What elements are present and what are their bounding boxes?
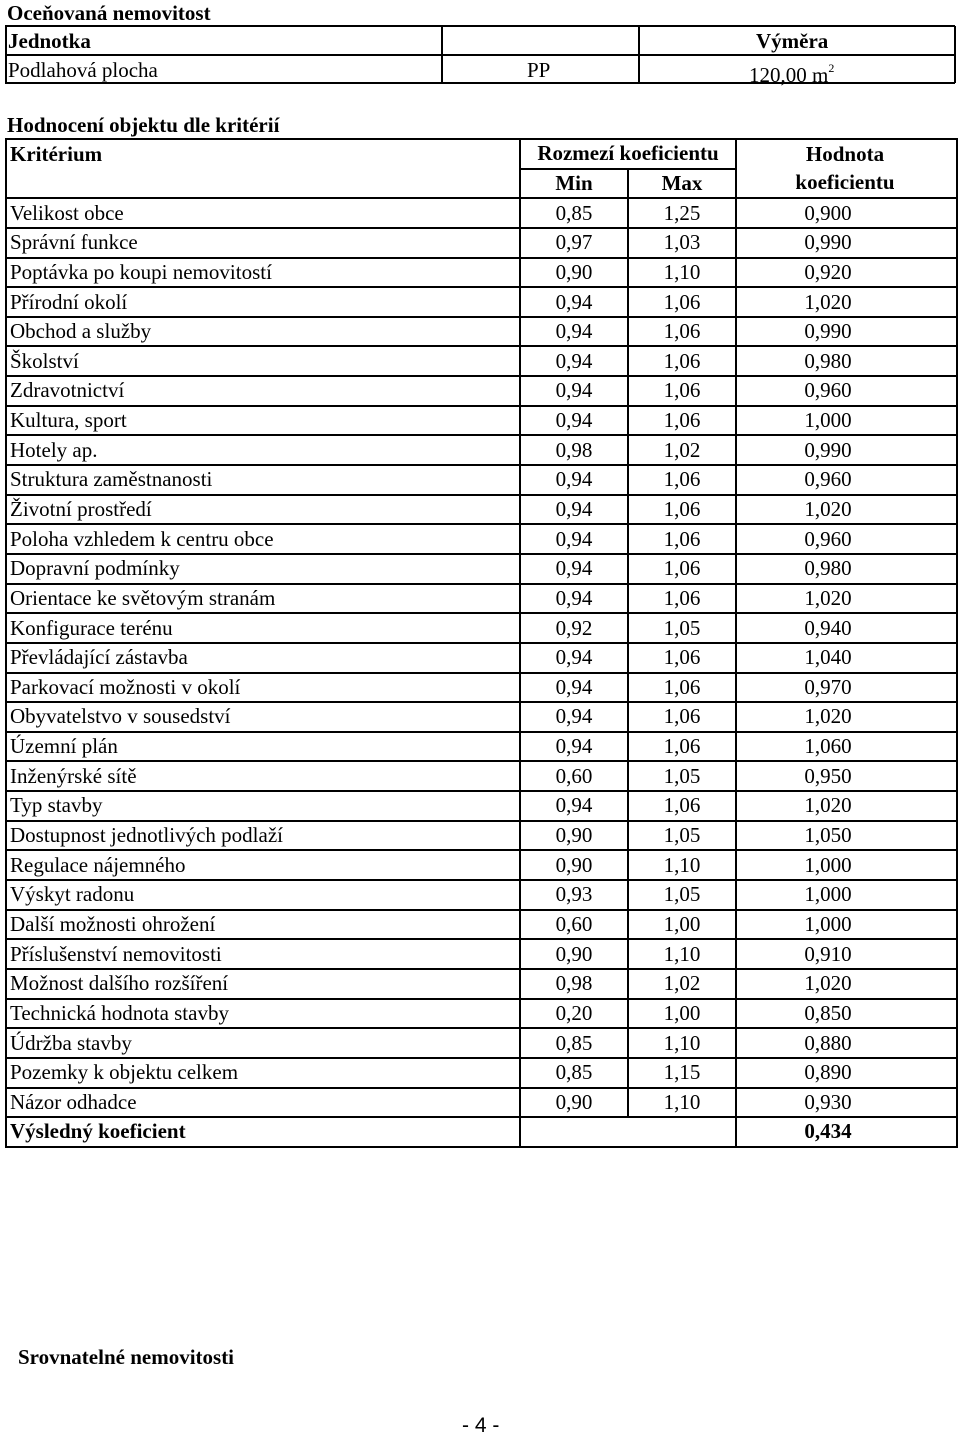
criterion-min: 0,20	[520, 999, 628, 1029]
header-unit: Jednotka	[8, 29, 91, 53]
criterion-value: 1,020	[736, 702, 957, 732]
table-row	[6, 761, 957, 791]
criterion-max: 1,02	[628, 435, 736, 465]
table-row	[6, 732, 957, 762]
table-border	[5, 26, 7, 83]
criterion-max: 1,10	[628, 1088, 736, 1118]
criterion-max: 1,06	[628, 554, 736, 584]
criterion-min: 0,90	[520, 258, 628, 288]
criterion-min: 0,94	[520, 554, 628, 584]
criterion-max: 1,06	[628, 376, 736, 406]
criterion-min: 0,94	[520, 524, 628, 554]
criterion-value: 0,970	[736, 673, 957, 703]
criterion-name: Kultura, sport	[6, 406, 520, 436]
table-row	[6, 287, 957, 317]
criterion-max: 1,06	[628, 317, 736, 347]
criterion-name: Obyvatelstvo v sousedství	[6, 702, 520, 732]
criterion-name: Pozemky k objektu celkem	[6, 1058, 520, 1088]
table-border	[638, 26, 640, 83]
criterion-value: 0,940	[736, 613, 957, 643]
criterion-value: 1,050	[736, 821, 957, 851]
criterion-name: Inženýrské sítě	[6, 761, 520, 791]
table-row	[6, 969, 957, 999]
criterion-name: Názor odhadce	[6, 1088, 520, 1118]
criterion-name: Parkovací možnosti v okolí	[6, 673, 520, 703]
table-row	[6, 584, 957, 614]
criterion-min: 0,94	[520, 673, 628, 703]
header-min: Min	[520, 169, 628, 199]
criterion-max: 1,06	[628, 702, 736, 732]
table-row	[6, 791, 957, 821]
table-row	[6, 939, 957, 969]
criterion-value: 1,060	[736, 732, 957, 762]
criterion-name: Orientace ke světovým stranám	[6, 584, 520, 614]
criterion-min: 0,97	[520, 228, 628, 258]
criterion-name: Poptávka po koupi nemovitostí	[6, 258, 520, 288]
criterion-max: 1,10	[628, 1028, 736, 1058]
table-row	[6, 1028, 957, 1058]
criterion-value: 1,020	[736, 969, 957, 999]
criterion-min: 0,94	[520, 346, 628, 376]
criterion-min: 0,85	[520, 1058, 628, 1088]
table-row	[6, 821, 957, 851]
criterion-min: 0,94	[520, 732, 628, 762]
criterion-max: 1,06	[628, 465, 736, 495]
total-blank	[520, 1117, 736, 1147]
criterion-max: 1,06	[628, 346, 736, 376]
criterion-value: 0,850	[736, 999, 957, 1029]
criterion-max: 1,10	[628, 258, 736, 288]
criterion-min: 0,85	[520, 1028, 628, 1058]
table-row	[6, 198, 957, 228]
criterion-value: 0,990	[736, 228, 957, 258]
table-row	[6, 1088, 957, 1118]
criterion-value: 1,000	[736, 910, 957, 940]
criterion-max: 1,03	[628, 228, 736, 258]
table-row	[6, 228, 957, 258]
criterion-name: Výskyt radonu	[6, 880, 520, 910]
criterion-value: 0,960	[736, 524, 957, 554]
criterion-max: 1,06	[628, 673, 736, 703]
criterion-value: 1,000	[736, 880, 957, 910]
comparable-title: Srovnatelné nemovitosti	[18, 1345, 235, 1369]
table-row	[6, 613, 957, 643]
criterion-max: 1,25	[628, 198, 736, 228]
criterion-value: 0,990	[736, 435, 957, 465]
table-row	[6, 317, 957, 347]
criterion-min: 0,94	[520, 584, 628, 614]
header-max: Max	[628, 169, 736, 199]
page-number: - 4 -	[462, 1414, 500, 1437]
criterion-max: 1,05	[628, 880, 736, 910]
criterion-max: 1,06	[628, 584, 736, 614]
criterion-value: 0,960	[736, 376, 957, 406]
table-row	[6, 435, 957, 465]
criterion-min: 0,90	[520, 850, 628, 880]
criterion-min: 0,94	[520, 702, 628, 732]
table-row	[6, 465, 957, 495]
total-value: 0,434	[736, 1117, 957, 1147]
table-row	[6, 880, 957, 910]
criterion-name: Dopravní podmínky	[6, 554, 520, 584]
table-row	[6, 258, 957, 288]
header-value-line2: koeficientu	[736, 169, 957, 199]
criterion-name: Příslušenství nemovitosti	[6, 939, 520, 969]
header-area: Výměra	[756, 29, 829, 53]
criterion-name: Poloha vzhledem k centru obce	[6, 524, 520, 554]
header-value-line1: Hodnota	[736, 139, 957, 169]
table-row	[6, 702, 957, 732]
criterion-value: 0,950	[736, 761, 957, 791]
header-blank	[6, 169, 520, 199]
criterion-max: 1,02	[628, 969, 736, 999]
criterion-min: 0,94	[520, 465, 628, 495]
criterion-name: Přírodní okolí	[6, 287, 520, 317]
criterion-min: 0,93	[520, 880, 628, 910]
criterion-max: 1,06	[628, 287, 736, 317]
table-row	[6, 910, 957, 940]
criterion-value: 1,020	[736, 791, 957, 821]
unit-area-superscript: 2	[828, 61, 835, 75]
criterion-name: Dostupnost jednotlivých podlaží	[6, 821, 520, 851]
criterion-min: 0,60	[520, 910, 628, 940]
total-row	[6, 1117, 957, 1147]
table-row	[6, 495, 957, 525]
criterion-value: 0,980	[736, 554, 957, 584]
criterion-value: 1,020	[736, 584, 957, 614]
criterion-name: Správní funkce	[6, 228, 520, 258]
criterion-name: Velikost obce	[6, 198, 520, 228]
criterion-min: 0,90	[520, 821, 628, 851]
criterion-min: 0,94	[520, 495, 628, 525]
criterion-name: Školství	[6, 346, 520, 376]
criterion-value: 1,020	[736, 495, 957, 525]
table-row	[6, 406, 957, 436]
unit-area-value: 120,00 m	[749, 63, 829, 87]
table-row	[6, 524, 957, 554]
criterion-max: 1,00	[628, 999, 736, 1029]
section-title: Oceňovaná nemovitost	[7, 1, 211, 25]
criterion-min: 0,92	[520, 613, 628, 643]
table-row	[6, 376, 957, 406]
criterion-min: 0,94	[520, 406, 628, 436]
unit-area	[749, 56, 834, 89]
criterion-name: Typ stavby	[6, 791, 520, 821]
criterion-value: 1,020	[736, 287, 957, 317]
criterion-max: 1,06	[628, 732, 736, 762]
criterion-name: Údržba stavby	[6, 1028, 520, 1058]
table-border	[441, 26, 443, 83]
criterion-name: Technická hodnota stavby	[6, 999, 520, 1029]
criterion-value: 0,910	[736, 939, 957, 969]
table-row	[6, 346, 957, 376]
header-row	[6, 139, 957, 169]
criterion-min: 0,94	[520, 317, 628, 347]
criterion-value: 0,890	[736, 1058, 957, 1088]
criterion-max: 1,15	[628, 1058, 736, 1088]
criterion-max: 1,06	[628, 524, 736, 554]
criterion-max: 1,05	[628, 613, 736, 643]
criterion-name: Obchod a služby	[6, 317, 520, 347]
criterion-name: Životní prostředí	[6, 495, 520, 525]
criterion-value: 0,880	[736, 1028, 957, 1058]
criterion-max: 1,00	[628, 910, 736, 940]
criterion-min: 0,98	[520, 435, 628, 465]
criterion-max: 1,06	[628, 643, 736, 673]
criterion-max: 1,05	[628, 821, 736, 851]
criterion-name: Konfigurace terénu	[6, 613, 520, 643]
criterion-name: Možnost dalšího rozšíření	[6, 969, 520, 999]
criterion-value: 0,930	[736, 1088, 957, 1118]
criterion-min: 0,90	[520, 939, 628, 969]
criterion-name: Převládající zástavba	[6, 643, 520, 673]
criterion-min: 0,85	[520, 198, 628, 228]
criterion-value: 0,900	[736, 198, 957, 228]
criterion-min: 0,98	[520, 969, 628, 999]
criterion-max: 1,06	[628, 495, 736, 525]
criterion-value: 0,960	[736, 465, 957, 495]
criterion-max: 1,06	[628, 406, 736, 436]
table-row	[6, 643, 957, 673]
criterion-max: 1,06	[628, 791, 736, 821]
criterion-name: Struktura zaměstnanosti	[6, 465, 520, 495]
criterion-name: Zdravotnictví	[6, 376, 520, 406]
criterion-min: 0,90	[520, 1088, 628, 1118]
criterion-value: 1,000	[736, 406, 957, 436]
criterion-min: 0,94	[520, 376, 628, 406]
table-row	[6, 1058, 957, 1088]
header-range: Rozmezí koeficientu	[520, 139, 736, 169]
unit-code: PP	[527, 58, 551, 82]
table-row	[6, 673, 957, 703]
table-row	[6, 850, 957, 880]
total-label: Výsledný koeficient	[6, 1117, 520, 1147]
criterion-max: 1,05	[628, 761, 736, 791]
unit-name: Podlahová plocha	[8, 58, 158, 82]
criterion-value: 0,920	[736, 258, 957, 288]
criterion-min: 0,94	[520, 643, 628, 673]
criterion-min: 0,94	[520, 791, 628, 821]
table-row	[6, 999, 957, 1029]
table-border	[954, 26, 956, 83]
header-row	[6, 169, 957, 199]
criterion-name: Územní plán	[6, 732, 520, 762]
criterion-name: Hotely ap.	[6, 435, 520, 465]
criterion-max: 1,10	[628, 939, 736, 969]
table-row	[6, 554, 957, 584]
criterion-name: Regulace nájemného	[6, 850, 520, 880]
criterion-value: 0,980	[736, 346, 957, 376]
criterion-value: 1,040	[736, 643, 957, 673]
criterion-value: 0,990	[736, 317, 957, 347]
criterion-max: 1,10	[628, 850, 736, 880]
criterion-name: Další možnosti ohrožení	[6, 910, 520, 940]
criterion-value: 1,000	[736, 850, 957, 880]
criterion-min: 0,94	[520, 287, 628, 317]
criterion-min: 0,60	[520, 761, 628, 791]
criteria-table	[5, 138, 958, 1148]
header-criterion: Kritérium	[6, 139, 520, 169]
rating-title: Hodnocení objektu dle kritérií	[7, 113, 280, 137]
